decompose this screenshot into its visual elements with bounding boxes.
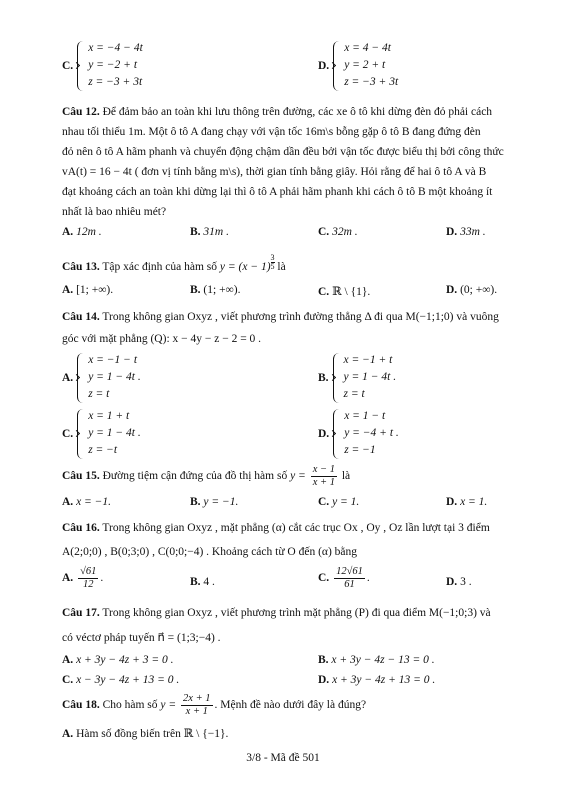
q18-stem: Câu 18. Cho hàm số y = $\frac{2x + 1}{x + 1}$ . Mệnh đề nào dưới đây là đúng? [62, 693, 367, 717]
q15-option-c: C. y = 1. [318, 496, 360, 508]
q12-line-4: vA(t) = 16 − 4t ( đơn vị tính bằng m\s), thời gian tính bằng giây. Hỏi rằng để hai ô tô A và B [62, 166, 487, 178]
q17-option-b: B. x + 3y − 4z − 13 = 0 . [318, 654, 435, 666]
brace-icon [77, 353, 85, 403]
q17-option-c: C. x − 3y − 4z + 13 = 0 . [62, 674, 180, 686]
q15-option-a: A. x = −1. [62, 496, 112, 508]
brace-icon [333, 409, 341, 459]
q16-option-c: C. $\frac{12√61}{61}$ . [318, 566, 370, 590]
q14-option-d: D. x = 1 − t y = −4 + t . z = −1 [318, 408, 399, 459]
q18-option-a: A. Hàm số đồng biến trên ℝ \ {−1}. [62, 728, 229, 740]
q13-option-d: D. (0; +∞). [446, 284, 498, 296]
q12-line-1: Câu 12. Để đảm bảo an toàn khi lưu thông trên đường, các xe ô tô khi dừng đèn đỏ phải cách [62, 106, 493, 118]
q12-option-a: A. 12m . [62, 226, 102, 238]
q12-line-3: đỏ nên ô tô A hãm phanh và chuyển động chậm dần đều bởi vận tốc được biểu thị bởi công thức [62, 146, 504, 158]
q12-option-d: D. 33m . [446, 226, 486, 238]
q12-line-2: nhau tối thiểu 1m. Một ô tô A đang chạy với vận tốc 16m\s bỗng gặp ô tô B đang đứng đèn [62, 126, 481, 138]
q14-line-2: góc với mặt phẳng (Q): x − 4y − z − 2 = 0 . [62, 333, 262, 345]
q16-line-1: Câu 16. Trong không gian Oxyz , mặt phẳng (α) cắt các trục Ox , Oy , Oz lần lượt tại 3 điểm [62, 522, 490, 534]
q14-option-b: B. x = −1 + t y = 1 − 4t . z = t [318, 352, 396, 403]
q13-option-b: B. (1; +∞). [190, 284, 241, 296]
q13-stem: Câu 13. Tập xác định của hàm số y = (x − 1) $^{\frac{3}{5}}$ là [62, 253, 286, 273]
brace-icon [77, 41, 85, 91]
q12-option-b: B. 31m . [190, 226, 229, 238]
q17-option-d: D. x + 3y − 4z + 13 = 0 . [318, 674, 436, 686]
q14-option-a: A. x = −1 − t y = 1 − 4t . z = t [62, 352, 141, 403]
q15-option-b: B. y = −1. [190, 496, 239, 508]
q11-option-d: D. x = 4 − 4t y = 2 + t z = −3 + 3t [318, 40, 398, 91]
q16-line-2: A(2;0;0) , B(0;3;0) , C(0;0;−4) . Khoảng cách từ O đến (α) bằng [62, 546, 358, 558]
q17-option-a: A. x + 3y − 4z + 3 = 0 . [62, 654, 174, 666]
q16-option-d: D. 3 . [446, 576, 472, 588]
q16-option-b: B. 4 . [190, 576, 215, 588]
q12-option-c: C. 32m . [318, 226, 358, 238]
brace-icon [77, 409, 85, 459]
q13-option-c: C. ℝ \ {1}. [318, 286, 371, 298]
q15-stem: Câu 15. Đường tiệm cận đứng của đồ thị hàm số y = $\frac{x - 1}{x + 1}$ là [62, 464, 351, 488]
q14-line-1: Câu 14. Trong không gian Oxyz , viết phương trình đường thẳng Δ đi qua M(−1;1;0) và vuông [62, 311, 499, 323]
q12-line-6: nhất là bao nhiêu mét? [62, 206, 167, 218]
brace-icon [333, 41, 341, 91]
brace-icon [333, 353, 341, 403]
q17-line-2: có véctơ pháp tuyến n⃗ = (1;3;−4) . [62, 632, 221, 644]
q16-option-a: A. $\frac{√61}{12}$ . [62, 566, 104, 590]
q11-option-c: C. x = −4 − 4t y = −2 + t z = −3 + 3t [62, 40, 143, 91]
q12-line-5: đạt khoảng cách an toàn khi dừng lại thì ô tô A phải hãm phanh khi cách ô tô B một khoảng ít [62, 186, 493, 198]
q17-line-1: Câu 17. Trong không gian Oxyz , viết phương trình mặt phẳng (P) đi qua điểm M(−1;0;3) và [62, 607, 491, 619]
q15-option-d: D. x = 1. [446, 496, 488, 508]
q13-option-a: A. [1; +∞). [62, 284, 114, 296]
page-footer: 3/8 - Mã đề 501 [246, 752, 320, 764]
q14-option-c: C. x = 1 + t y = 1 − 4t . z = −t [62, 408, 141, 459]
